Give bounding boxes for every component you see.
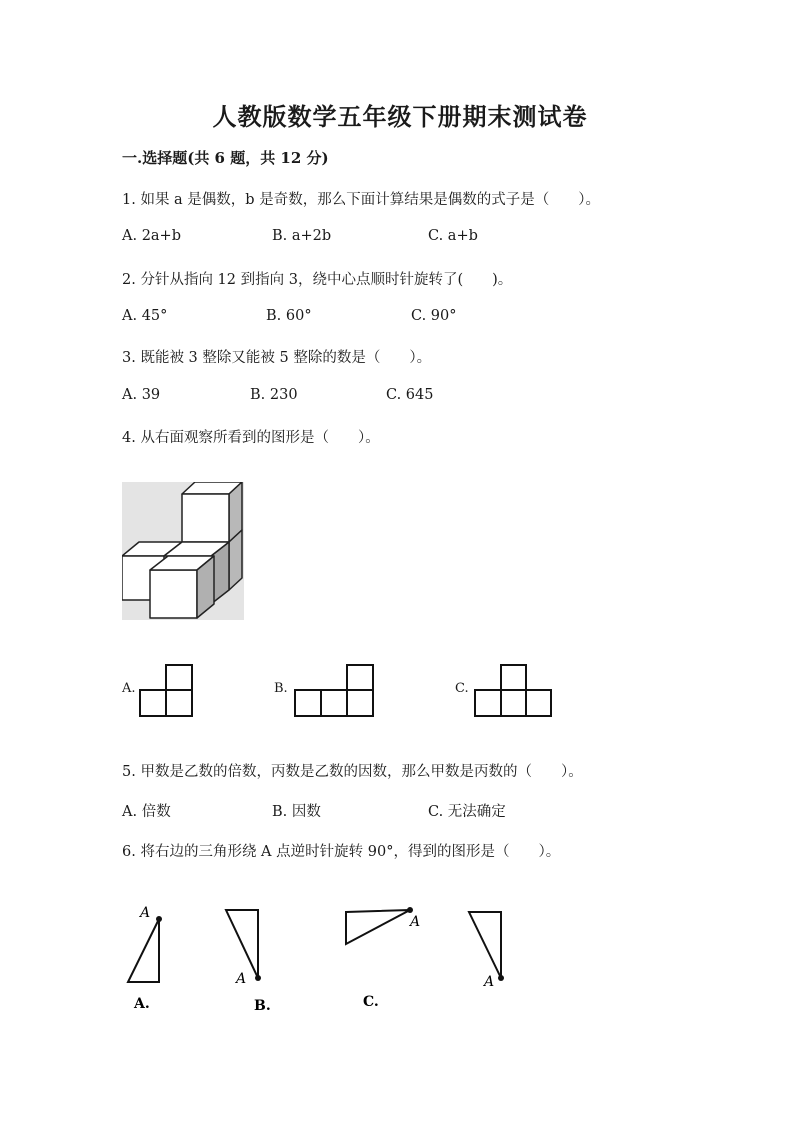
triangle-option-c (346, 910, 410, 944)
question-5-option-c[interactable]: C. 无法确定 (428, 804, 506, 820)
question-2-option-a[interactable]: A. 45° (122, 308, 168, 324)
question-1-option-b[interactable]: B. a+2b (272, 228, 332, 244)
question-6-stem: 6. 将右边的三角形绕 A 点逆时针旋转 90°，得到的图形是（ ）。 (122, 844, 561, 860)
question-4-stem: 4. 从右面观察所看到的图形是（ ）。 (122, 430, 380, 446)
section-heading: 一.选择题(共 6 题，共 12 分) (122, 149, 329, 167)
question-1-option-c[interactable]: C. a+b (428, 228, 478, 244)
page-title: 人教版数学五年级下册期末测试卷 (212, 102, 588, 131)
question-5-stem: 5. 甲数是乙数的倍数，丙数是乙数的因数，那么甲数是丙数的（ ）。 (122, 764, 583, 780)
triangle-option-a (128, 919, 159, 982)
point-a-marker (407, 907, 413, 913)
point-a-marker (255, 975, 261, 981)
point-a-marker (156, 916, 162, 922)
cube-stack-figure (122, 482, 244, 620)
question-4-option-c-figure[interactable] (474, 664, 554, 718)
question-4-option-b-figure[interactable] (294, 664, 376, 718)
question-4-option-a[interactable]: A. (122, 681, 136, 696)
triangle-b-point-label: A (236, 971, 247, 987)
question-6-option-c: C. (363, 994, 379, 1010)
question-4-option-a-figure[interactable] (139, 664, 195, 718)
question-5-option-b[interactable]: B. 因数 (272, 804, 321, 820)
question-3-option-a[interactable]: A. 39 (122, 387, 161, 403)
question-2-stem: 2. 分针从指向 12 到指向 3，绕中心点顺时针旋转了( )。 (122, 272, 513, 288)
triangle-a-point-label: A (140, 905, 151, 921)
question-2-option-c[interactable]: C. 90° (411, 308, 457, 324)
triangle-option-b (226, 910, 258, 978)
question-3-stem: 3. 既能被 3 整除又能被 5 整除的数是（ ）。 (122, 350, 432, 366)
question-4-option-c[interactable]: C. (455, 681, 469, 696)
question-4-option-b[interactable]: B. (274, 681, 288, 696)
triangle-c-point-label: A (410, 914, 421, 930)
question-1-stem: 1. 如果 a 是偶数，b 是奇数，那么下面计算结果是偶数的式子是（ ）。 (122, 192, 600, 208)
question-6-option-a: A. (134, 996, 150, 1012)
triangle-figures (120, 896, 520, 1018)
question-6-option-b: B. (254, 998, 271, 1014)
question-2-option-b[interactable]: B. 60° (266, 308, 312, 324)
triangle-original-point-label: A (484, 974, 495, 990)
question-1-option-a[interactable]: A. 2a+b (122, 228, 181, 244)
question-3-option-b[interactable]: B. 230 (250, 387, 298, 403)
triangle-original (469, 912, 501, 978)
question-3-option-c[interactable]: C. 645 (386, 387, 434, 403)
point-a-marker (498, 975, 504, 981)
question-5-option-a[interactable]: A. 倍数 (122, 804, 171, 820)
